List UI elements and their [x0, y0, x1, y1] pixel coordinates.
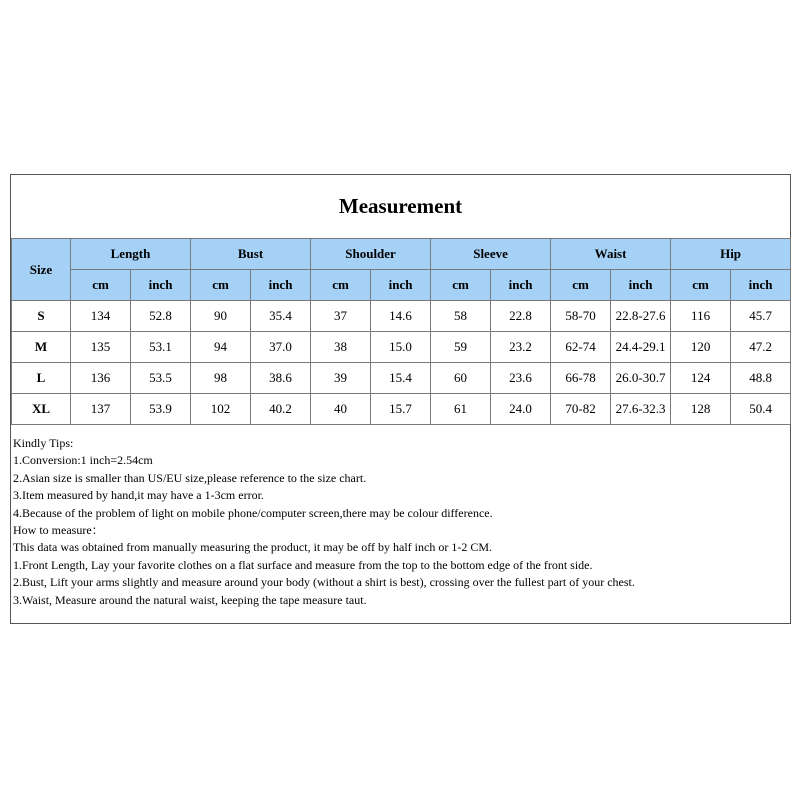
unit-header: inch — [611, 270, 671, 301]
group-header-bust: Bust — [191, 239, 311, 270]
table-cell: 23.6 — [491, 363, 551, 394]
unit-header: cm — [431, 270, 491, 301]
table-cell: 22.8-27.6 — [611, 301, 671, 332]
tip-line: 2.Bust, Lift your arms slightly and measure around your body (without a shirt is best), crossing over the fullest part of your chest. — [13, 575, 635, 590]
table-cell: 124 — [671, 363, 731, 394]
unit-header: cm — [671, 270, 731, 301]
unit-header: cm — [551, 270, 611, 301]
size-label: XL — [12, 394, 71, 425]
table-cell: 66-78 — [551, 363, 611, 394]
table-cell: 23.2 — [491, 332, 551, 363]
size-table — [11, 238, 791, 425]
table-cell: 45.7 — [731, 301, 791, 332]
table-cell: 47.2 — [731, 332, 791, 363]
unit-header: inch — [371, 270, 431, 301]
unit-header: cm — [71, 270, 131, 301]
table-cell: 15.0 — [371, 332, 431, 363]
table-cell: 38.6 — [251, 363, 311, 394]
table-row — [12, 301, 791, 332]
table-cell: 52.8 — [131, 301, 191, 332]
size-label: M — [12, 332, 71, 363]
table-cell: 27.6-32.3 — [611, 394, 671, 425]
tips-heading: Kindly Tips: — [13, 436, 74, 450]
table-cell: 134 — [71, 301, 131, 332]
table-cell: 61 — [431, 394, 491, 425]
kindly-tips — [13, 435, 788, 609]
table-cell: 90 — [191, 301, 251, 332]
table-cell: 70-82 — [551, 394, 611, 425]
table-cell: 62-74 — [551, 332, 611, 363]
group-header-shoulder: Shoulder — [311, 239, 431, 270]
table-cell: 15.7 — [371, 394, 431, 425]
table-cell: 53.5 — [131, 363, 191, 394]
size-label: L — [12, 363, 71, 394]
group-header-waist: Waist — [551, 239, 671, 270]
table-cell: 39 — [311, 363, 371, 394]
unit-header: cm — [191, 270, 251, 301]
table-cell: 53.1 — [131, 332, 191, 363]
unit-header: inch — [491, 270, 551, 301]
table-cell: 15.4 — [371, 363, 431, 394]
size-column-header: Size — [12, 239, 71, 301]
table-row — [12, 332, 791, 363]
tip-line: 3.Waist, Measure around the natural waist, keeping the tape measure taut. — [13, 592, 367, 607]
table-cell: 60 — [431, 363, 491, 394]
group-header-length: Length — [71, 239, 191, 270]
unit-header: cm — [311, 270, 371, 301]
tip-line: 2.Asian size is smaller than US/EU size,please reference to the size chart. — [13, 470, 367, 485]
size-chart-sheet — [10, 174, 791, 624]
table-cell: 137 — [71, 394, 131, 425]
table-row — [12, 363, 791, 394]
table-cell: 26.0-30.7 — [611, 363, 671, 394]
table-cell: 58-70 — [551, 301, 611, 332]
table-cell: 53.9 — [131, 394, 191, 425]
table-cell: 94 — [191, 332, 251, 363]
table-cell: 14.6 — [371, 301, 431, 332]
table-cell: 58 — [431, 301, 491, 332]
tip-line: 1.Conversion:1 inch=2.54cm — [13, 453, 153, 468]
page-title: Measurement — [338, 194, 463, 218]
unit-header: inch — [731, 270, 791, 301]
tip-line: 3.Item measured by hand,it may have a 1-3cm error. — [13, 488, 264, 503]
table-cell: 24.4-29.1 — [611, 332, 671, 363]
table-cell: 136 — [71, 363, 131, 394]
group-header-sleeve: Sleeve — [431, 239, 551, 270]
table-row — [12, 394, 791, 425]
size-label: S — [12, 301, 71, 332]
table-cell: 40 — [311, 394, 371, 425]
table-cell: 59 — [431, 332, 491, 363]
table-cell: 40.2 — [251, 394, 311, 425]
how-to-measure-heading: How to measure： — [13, 523, 104, 538]
group-header-row — [12, 239, 791, 270]
unit-header: inch — [131, 270, 191, 301]
table-cell: 102 — [191, 394, 251, 425]
unit-header-row — [12, 270, 791, 301]
table-cell: 22.8 — [491, 301, 551, 332]
table-cell: 24.0 — [491, 394, 551, 425]
tip-line: 1.Front Length, Lay your favorite clothes on a flat surface and measure from the top to the bottom edge of the front side. — [13, 557, 593, 572]
table-cell: 35.4 — [251, 301, 311, 332]
table-cell: 116 — [671, 301, 731, 332]
tip-line: 4.Because of the problem of light on mobile phone/computer screen,there may be colour difference. — [13, 505, 493, 520]
table-cell: 37 — [311, 301, 371, 332]
table-cell: 38 — [311, 332, 371, 363]
group-header-hip: Hip — [671, 239, 791, 270]
table-cell: 128 — [671, 394, 731, 425]
table-cell: 120 — [671, 332, 731, 363]
table-cell: 98 — [191, 363, 251, 394]
unit-header: inch — [251, 270, 311, 301]
table-cell: 48.8 — [731, 363, 791, 394]
table-cell: 135 — [71, 332, 131, 363]
tip-line: This data was obtained from manually measuring the product, it may be off by half inch or 1-2 CM. — [13, 540, 492, 555]
table-cell: 50.4 — [731, 394, 791, 425]
table-cell: 37.0 — [251, 332, 311, 363]
